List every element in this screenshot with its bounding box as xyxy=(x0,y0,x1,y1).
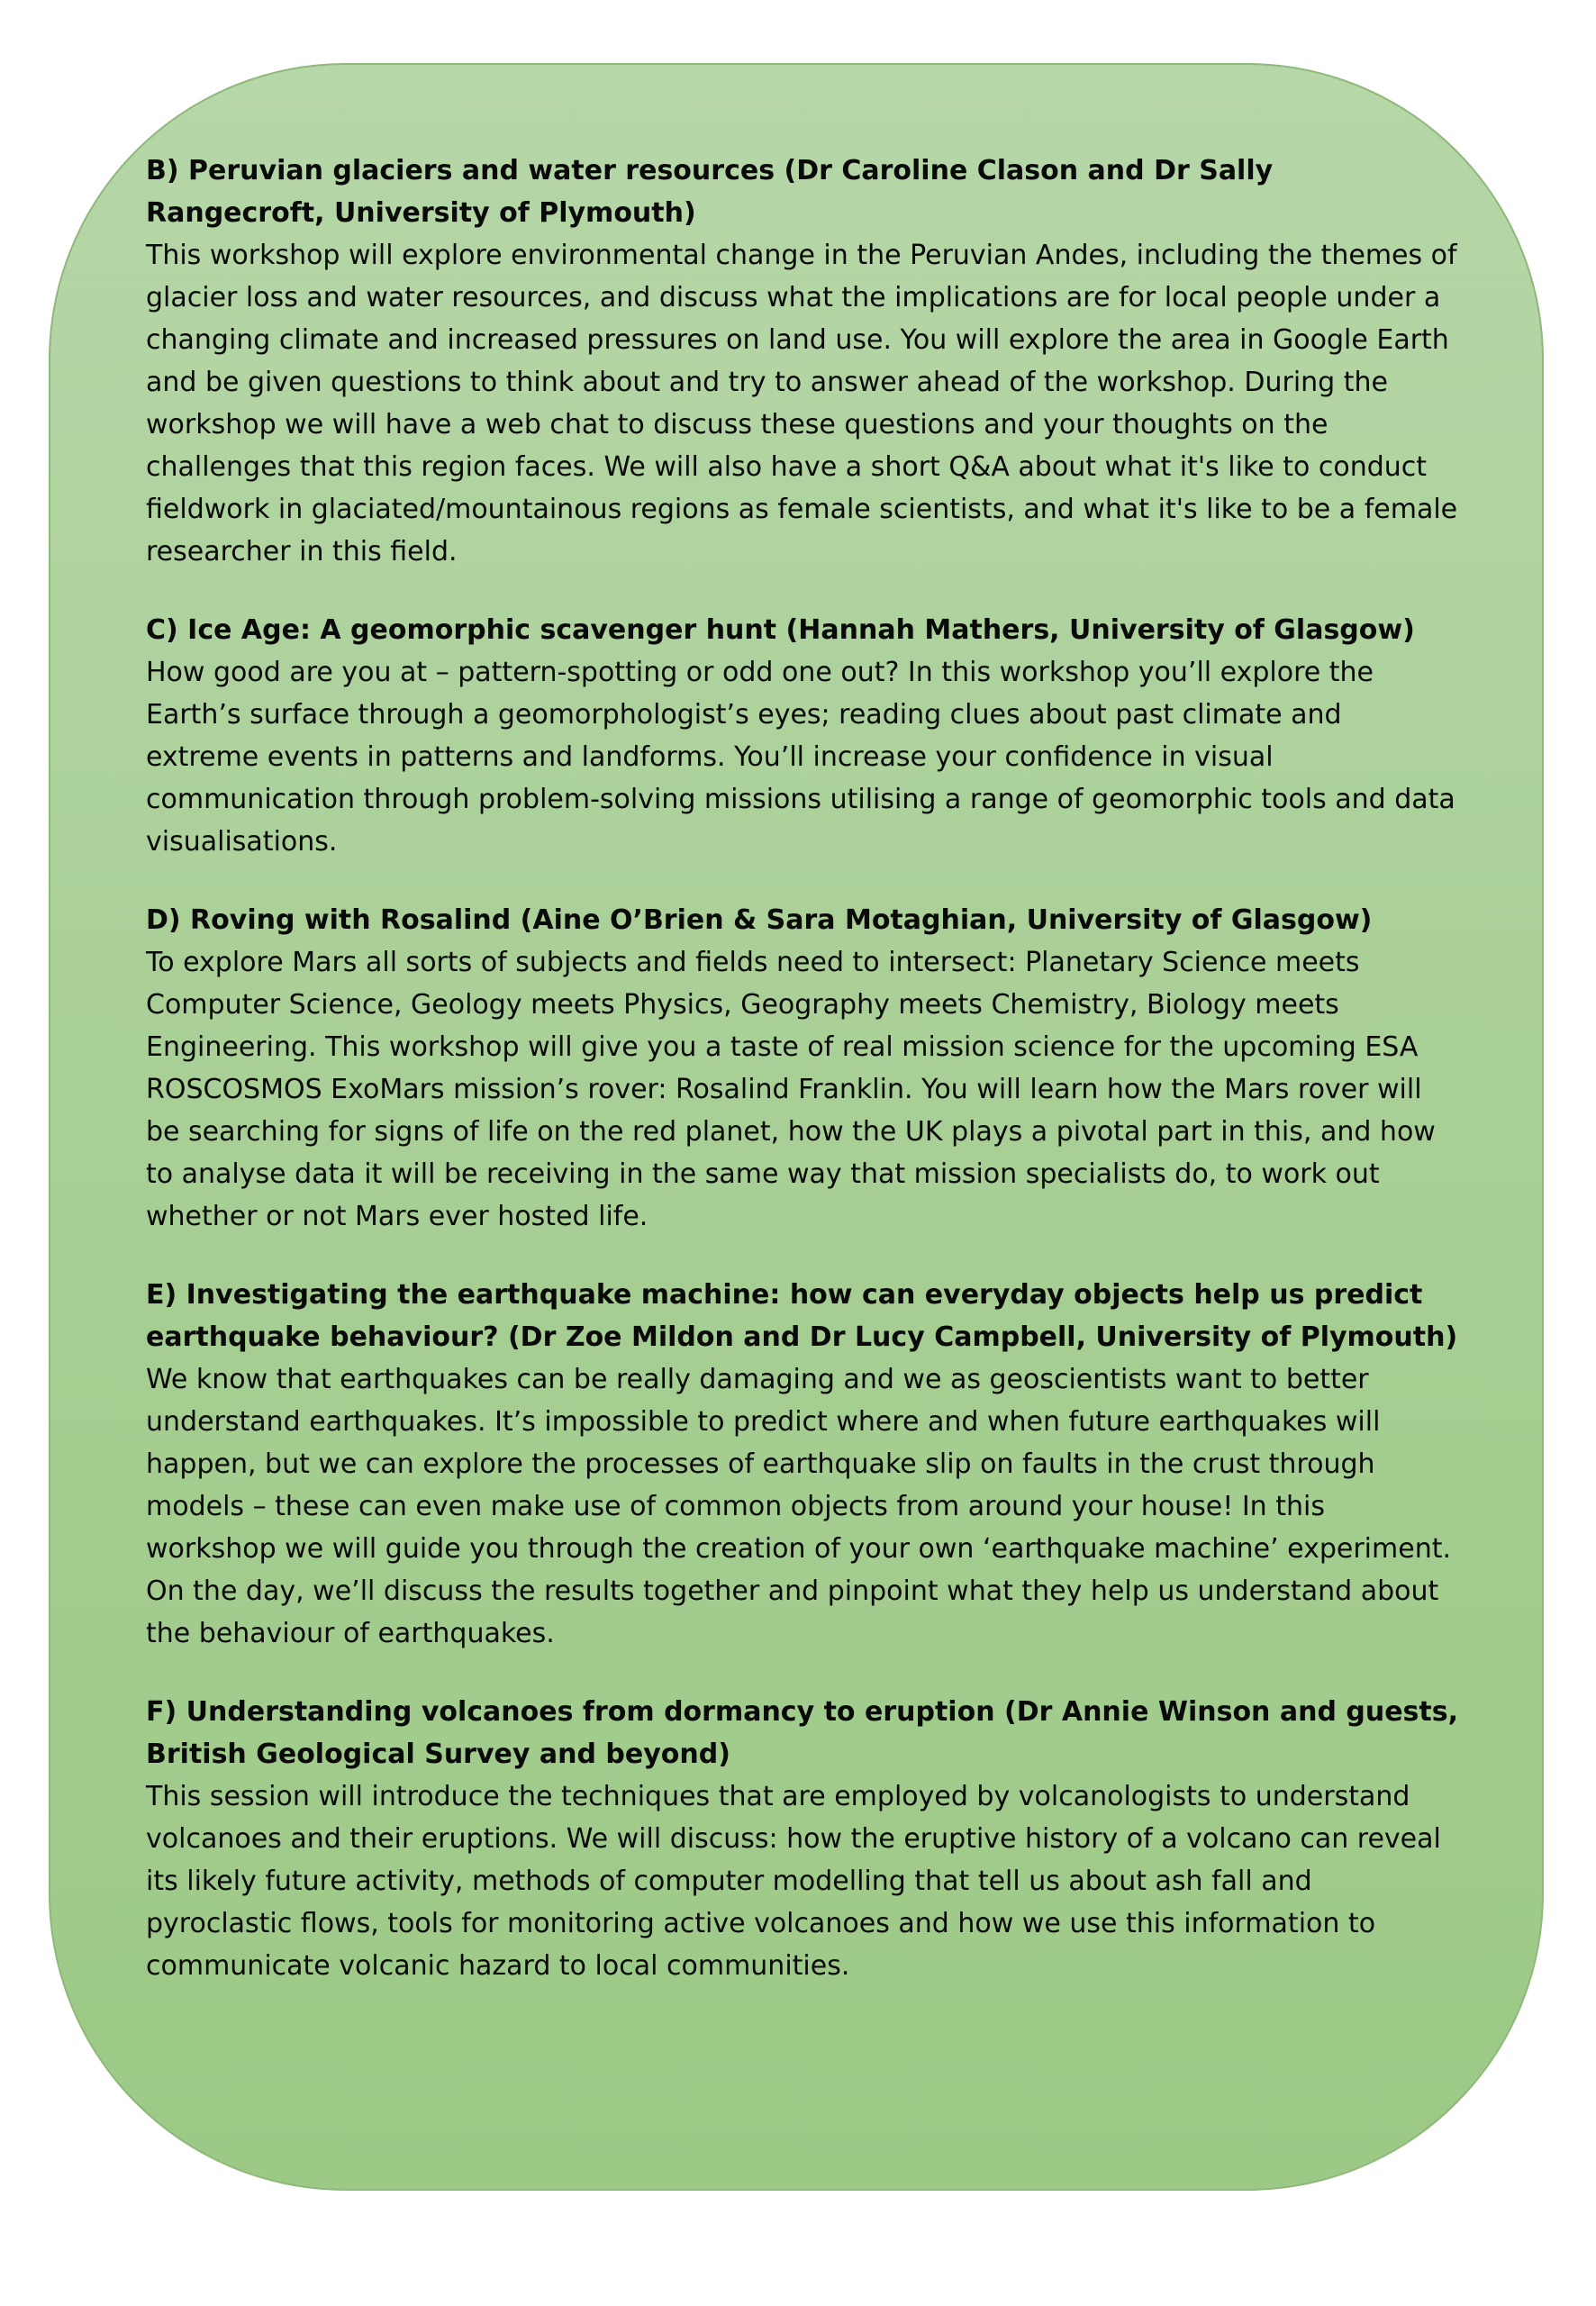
workshop-list xyxy=(146,150,1461,2023)
workshop-heading: C) Ice Age: A geomorphic scavenger hunt (Hannah Mathers, University of Glasgow) xyxy=(146,614,1415,646)
workshop-section-f xyxy=(146,1691,1461,1987)
workshop-description: This session will introduce the techniques that are employed by volcanologists to understand volcanoes and their eruptions. We will discuss: how the eruptive history of a volcano can reveal its likely future activity, methods of computer modelling that tell us about ash fall and pyroclastic flows, tools for monitoring active volcanoes and how we use this information to communicate volcanic hazard to local communities. xyxy=(146,1781,1441,1982)
workshop-heading: D) Roving with Rosalind (Aine O’Brien & Sara Motaghian, University of Glasgow) xyxy=(146,904,1373,936)
workshop-description: We know that earthquakes can be really damaging and we as geoscientists want to better understand earthquakes. It’s impossible to predict where and when future earthquakes will happen, but we can explore the processes of earthquake slip on faults in the crust through models – these can even make use of common objects from around your house! In this workshop we will guide you through the creation of your own ‘earthquake machine’ experiment. On the day, we’ll discuss the results together and pinpoint what they help us understand about the behaviour of earthquakes. xyxy=(146,1364,1452,1649)
workshop-description: To explore Mars all sorts of subjects and fields need to intersect: Planetary Science meets Computer Science, Geology meets Physics, Geography meets Chemistry, Biology meets Engineering. This workshop will give you a taste of real mission science for the upcoming ESA ROSCOSMOS ExoMars mission’s rover: Rosalind Franklin. You will learn how the Mars rover will be searching for signs of life on the red planet, how the UK plays a pivotal part in this, and how to analyse data it will be receiving in the same way that mission specialists do, to work out whether or not Mars ever hosted life. xyxy=(146,947,1436,1232)
workshop-description: How good are you at – pattern-spotting or odd one out? In this workshop you’ll explore the Earth’s surface through a geomorphologist’s eyes; reading clues about past climate and extreme events in patterns and landforms. You’ll increase your confidence in visual communication through problem-solving missions utilising a range of geomorphic tools and data visualisations. xyxy=(146,657,1455,858)
workshop-section-d xyxy=(146,899,1461,1238)
workshop-section-c xyxy=(146,609,1461,863)
workshop-heading: F) Understanding volcanoes from dormancy to eruption (Dr Annie Winson and guests, British Geological Survey and beyond) xyxy=(146,1696,1459,1770)
workshop-section-e xyxy=(146,1274,1461,1655)
workshop-heading: E) Investigating the earthquake machine: how can everyday objects help us predict earthquake behaviour? (Dr Zoe Mildon and Dr Lucy Campbell, University of Plymouth) xyxy=(146,1279,1458,1353)
workshop-heading: B) Peruvian glaciers and water resources (Dr Caroline Clason and Dr Sally Rangecroft, University of Plymouth) xyxy=(146,155,1274,229)
workshop-section-b xyxy=(146,150,1461,573)
workshop-description: This workshop will explore environmental change in the Peruvian Andes, including the themes of glacier loss and water resources, and discuss what the implications are for local people under a changing climate and increased pressures on land use. You will explore the area in Google Earth and be given questions to think about and try to answer ahead of the workshop. During the workshop we will have a web chat to discuss these questions and your thoughts on the challenges that this region faces. We will also have a short Q&A about what it's like to conduct fieldwork in glaciated/mountainous regions as female scientists, and what it's like to be a female researcher in this field. xyxy=(146,240,1458,567)
